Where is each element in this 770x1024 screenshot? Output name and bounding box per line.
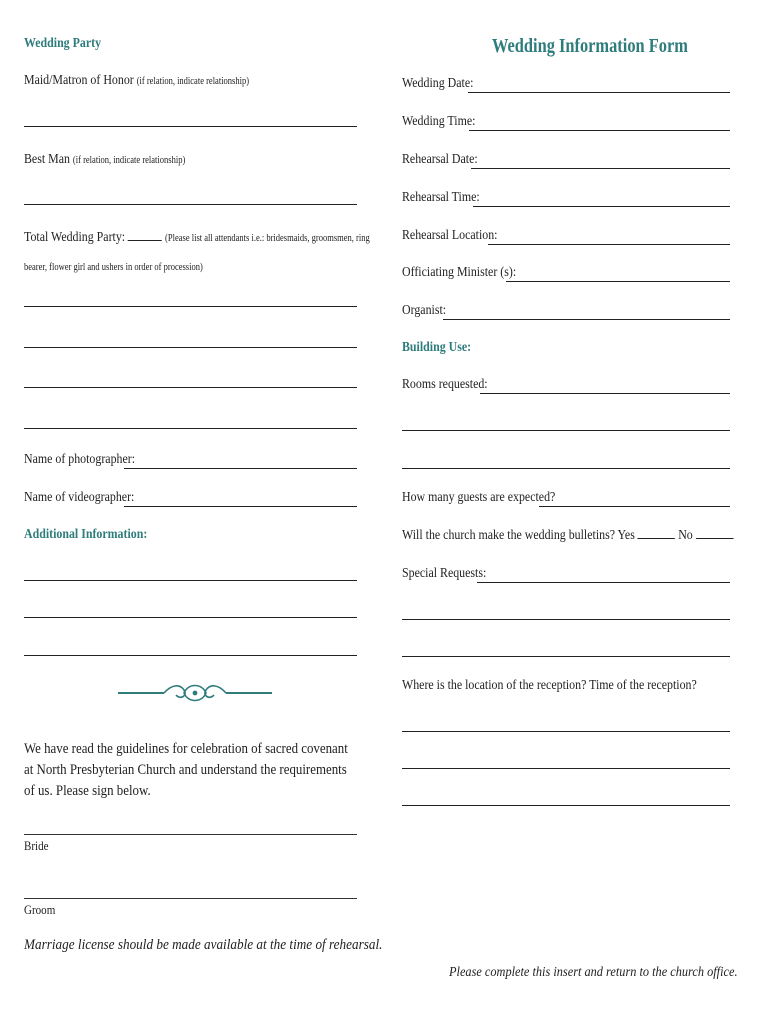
rehearsal-location-input[interactable] xyxy=(488,244,730,245)
wedding-time-label: Wedding Time: xyxy=(402,114,476,129)
maid-note: (if relation, indicate relationship) xyxy=(136,76,250,87)
form-title: Wedding Information Form xyxy=(492,35,688,57)
additional-info-heading: Additional Information: xyxy=(24,527,148,542)
wedding-time-input[interactable] xyxy=(469,130,730,131)
maid-input-line[interactable] xyxy=(24,126,357,127)
total-party-label: Total Wedding Party: xyxy=(24,230,126,245)
wedding-date-label: Wedding Date: xyxy=(402,76,474,91)
best-man-input-line[interactable] xyxy=(24,204,357,205)
maid-label xyxy=(24,73,249,89)
total-party-input[interactable] xyxy=(128,240,162,241)
groom-label: Groom xyxy=(24,902,56,917)
rooms-requested-input[interactable] xyxy=(480,393,730,394)
reception-line-3[interactable] xyxy=(402,805,730,806)
wedding-party-heading: Wedding Party xyxy=(24,36,102,51)
reception-line-1[interactable] xyxy=(402,731,730,732)
best-man-label xyxy=(24,152,185,168)
groom-signature-line[interactable] xyxy=(24,898,357,899)
ornament-divider-icon xyxy=(118,680,272,706)
videographer-input-line[interactable] xyxy=(124,506,357,507)
special-requests-label: Special Requests: xyxy=(402,566,487,581)
building-use-heading: Building Use: xyxy=(402,340,472,355)
bulletins-row xyxy=(402,528,733,544)
attendant-line-2[interactable] xyxy=(24,347,357,348)
special-requests-input[interactable] xyxy=(477,582,730,583)
organist-label: Organist: xyxy=(402,303,447,318)
bulletins-label: Will the church make the wedding bulletins? Yes xyxy=(402,528,635,543)
bulletins-no-input[interactable] xyxy=(696,538,733,539)
bride-label: Bride xyxy=(24,838,49,853)
best-man-label-text: Best Man xyxy=(24,152,70,167)
photographer-label: Name of photographer: xyxy=(24,452,136,467)
rooms-line-2[interactable] xyxy=(402,430,730,431)
attendant-line-1[interactable] xyxy=(24,306,357,307)
best-man-note: (if relation, indicate relationship) xyxy=(72,155,186,166)
reception-line-2[interactable] xyxy=(402,768,730,769)
guests-expected-input[interactable] xyxy=(539,506,730,507)
total-party-note-2: bearer, flower girl and ushers in order of procession) xyxy=(24,262,203,273)
additional-line-3[interactable] xyxy=(24,655,357,656)
reception-label: Where is the location of the reception? Time of the reception? xyxy=(402,678,697,693)
rehearsal-time-input[interactable] xyxy=(473,206,730,207)
bulletins-yes-input[interactable] xyxy=(638,538,675,539)
organist-input[interactable] xyxy=(443,319,730,320)
total-party-row xyxy=(24,230,370,246)
videographer-label: Name of videographer: xyxy=(24,490,135,505)
rehearsal-time-label: Rehearsal Time: xyxy=(402,190,480,205)
rehearsal-location-label: Rehearsal Location: xyxy=(402,228,498,243)
officiating-minister-input[interactable] xyxy=(506,281,730,282)
additional-line-2[interactable] xyxy=(24,617,357,618)
agreement-text: We have read the guidelines for celebration of sacred covenant at North Presbyterian Church and understand the requirements of us. Please sign below. xyxy=(24,741,348,799)
maid-label-text: Maid/Matron of Honor xyxy=(24,73,134,88)
wedding-date-input[interactable] xyxy=(468,92,730,93)
rooms-line-3[interactable] xyxy=(402,468,730,469)
bride-signature-line[interactable] xyxy=(24,834,357,835)
guests-expected-label: How many guests are expected? xyxy=(402,490,556,505)
bulletins-no-label: No xyxy=(678,528,693,543)
photographer-input-line[interactable] xyxy=(124,468,357,469)
special-requests-line-3[interactable] xyxy=(402,656,730,657)
officiating-minister-label: Officiating Minister (s): xyxy=(402,265,517,280)
rehearsal-date-label: Rehearsal Date: xyxy=(402,152,478,167)
rooms-requested-label: Rooms requested: xyxy=(402,377,488,392)
special-requests-line-2[interactable] xyxy=(402,619,730,620)
total-party-note: (Please list all attendants i.e.: bridesmaids, groomsmen, ring xyxy=(165,233,370,244)
attendant-line-3[interactable] xyxy=(24,387,357,388)
rehearsal-date-input[interactable] xyxy=(471,168,730,169)
additional-line-1[interactable] xyxy=(24,580,357,581)
attendant-line-4[interactable] xyxy=(24,428,357,429)
license-note: Marriage license should be made available at the time of rehearsal. xyxy=(24,937,383,953)
return-note: Please complete this insert and return to the church office. xyxy=(449,965,738,980)
